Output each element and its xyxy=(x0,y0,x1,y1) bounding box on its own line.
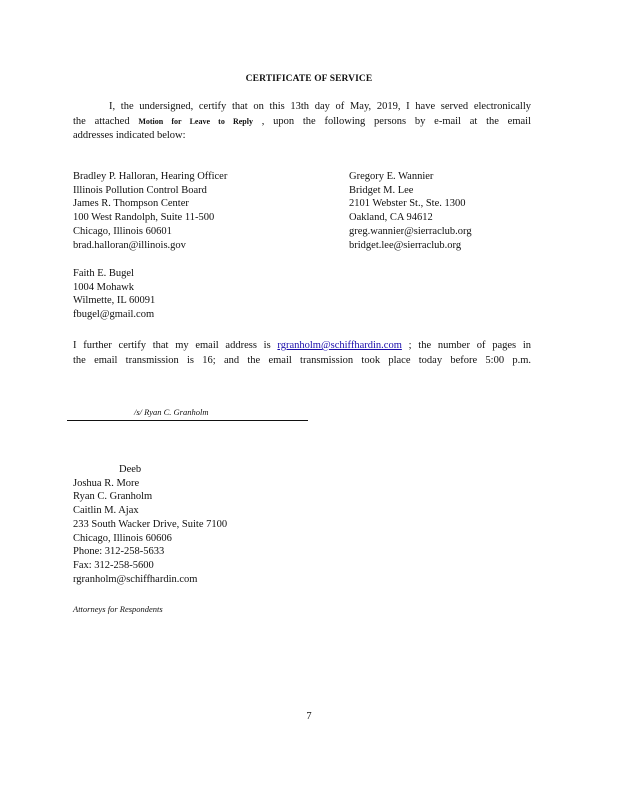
certify-line-2-pre: the attached xyxy=(73,115,130,127)
recipient-left-block xyxy=(73,170,227,252)
email-link[interactable]: rgranholm@schiffhardin.com xyxy=(277,340,402,351)
certify-line-1: I, the undersigned, certify that on this 13th day of May, 2019, I have served electronically xyxy=(109,101,531,112)
counsel-line: Ryan C. Granholm xyxy=(73,491,153,503)
counsel-line: 233 South Wacker Drive, Suite 7100 xyxy=(73,518,228,530)
signature-line xyxy=(67,420,308,421)
counsel-line: Phone: 312-258-5633 xyxy=(73,546,165,558)
recipient-third-email: fbugel@gmail.com xyxy=(73,309,155,321)
counsel-line: Chicago, Illinois 60606 xyxy=(73,532,172,544)
counsel-block xyxy=(73,463,227,586)
recipient-left-line: 100 West Randolph, Suite 11-500 xyxy=(73,212,215,224)
certify-line-2-post: , upon the following persons by e-mail at the email xyxy=(261,115,531,127)
recipient-left-line: Illinois Pollution Control Board xyxy=(73,184,207,196)
recipient-left-line: Chicago, Illinois 60601 xyxy=(73,225,172,237)
signature: /s/ Ryan C. Granholm xyxy=(134,407,209,417)
recipient-right-line: Bridget M. Lee xyxy=(349,184,414,196)
certify-line-3: addresses indicated below: xyxy=(73,130,186,141)
further-line-2: the email transmission is 16; and the email transmission took place today before 5:00 p.m. xyxy=(73,354,531,366)
certify-paragraph xyxy=(73,100,531,144)
recipient-left-email: brad.halloran@illinois.gov xyxy=(73,239,186,251)
attorneys-for: Attorneys for Respondents xyxy=(73,604,163,614)
recipient-right-line: Gregory E. Wannier xyxy=(349,171,434,182)
recipient-third-line: Wilmette, IL 60091 xyxy=(73,295,156,307)
recipient-third-block xyxy=(73,267,155,322)
further-line-1-post: ; the number of pages in xyxy=(408,340,532,351)
certificate-title: CERTIFICATE OF SERVICE xyxy=(245,74,373,84)
recipient-third-line: 1004 Mohawk xyxy=(73,281,134,293)
recipient-right-line: 2101 Webster St., Ste. 1300 xyxy=(349,198,466,210)
counsel-prefix: Deeb xyxy=(119,464,142,475)
further-line-1-pre: I further certify that my email address is xyxy=(73,340,271,351)
counsel-line: Joshua R. More xyxy=(73,477,140,489)
recipient-right-email: bridget.lee@sierraclub.org xyxy=(349,239,462,251)
certify-line-2 xyxy=(73,115,531,130)
recipient-third-line: Faith E. Bugel xyxy=(73,268,134,279)
counsel-line: Caitlin M. Ajax xyxy=(73,505,139,517)
counsel-email: rgranholm@schiffhardin.com xyxy=(73,573,198,585)
further-line-1 xyxy=(73,339,531,354)
page-number: 7 xyxy=(306,711,312,722)
counsel-line: Fax: 312-258-5600 xyxy=(73,559,154,571)
further-certify-paragraph xyxy=(73,339,531,368)
recipient-left-line: James R. Thompson Center xyxy=(73,198,189,210)
recipient-right-email: greg.wannier@sierraclub.org xyxy=(349,225,472,237)
recipient-left-line: Bradley P. Halloran, Hearing Officer xyxy=(73,171,228,182)
document-title: Motion for Leave to Reply xyxy=(138,116,253,126)
recipient-right-block xyxy=(349,170,472,252)
recipient-right-line: Oakland, CA 94612 xyxy=(349,212,433,224)
